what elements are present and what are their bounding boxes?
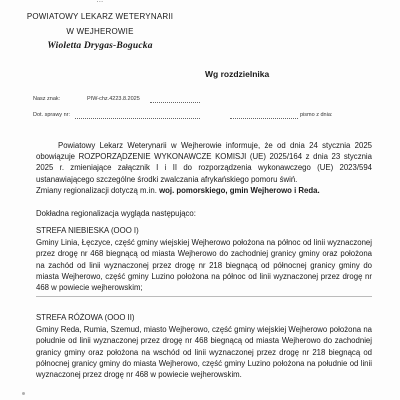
zone-heading-blue: STREFA NIEBIESKA (OOO I) <box>36 226 139 235</box>
margin-dot <box>22 392 25 395</box>
regionalization-change-line <box>36 185 372 196</box>
change-areas: woj. pomorskiego, gmin Wejherowo i Reda. <box>159 185 320 195</box>
letter-date-dotted-line <box>230 118 298 119</box>
change-prefix: Zmiany regionalizacji dotyczą m.in. <box>36 185 160 195</box>
header-office-name: POWIATOWY LEKARZ WETERYNARII <box>26 12 174 21</box>
header-signatory: Wioletta Drygas-Bogucka <box>47 41 153 51</box>
letter-date-label: pismo z dnia: <box>300 112 333 118</box>
reference-dotted-line <box>150 102 200 103</box>
recipient-line: Wg rozdzielnika <box>205 69 270 79</box>
regionalization-lead: Dokładna regionalizacja wygląda następująco: <box>36 209 196 218</box>
our-reference-label: Nasz znak: <box>33 96 61 102</box>
our-reference-value: PIW-chz.4223.8.2025 <box>87 96 140 102</box>
section-divider <box>36 296 372 297</box>
case-number-label: Dot. sprawy nr: <box>33 112 70 118</box>
case-number-dotted-line <box>75 118 200 119</box>
intro-paragraph: Powiatowy Lekarz Weterynarii w Wejherowie informuje, że od dnia 24 stycznia 2025 obowiązuje ROZPORZĄDZENIE WYKONAWCZE KOMISJI (UE) 2025/164 z dnia 23 stycznia 2025 r. zmieniające załącznik I i II do rozporządzenia wykonawczego (UE) 2023/594 ustanawiającego szczególne środki zwalczania afrykańskiego pomoru świń. <box>36 141 372 184</box>
zone-text-blue: Gminy Linia, Łęczyce, część gminy wiejskiej Wejherowo położona na północ od linii wyznaczonej przez drogę nr 468 biegnącą od miasta Wejherowo do zachodniej granicy gminy oraz położona na zachód od linii wyznaczonej przez drogę nr 218 biegnącą od północnej granicy gminy do miasta Wejherowo, część gminy Luzino położona na północ od linii wyznaczonej przez drogę nr 468 w powiecie wejherowskim; <box>36 238 372 293</box>
zone-heading-pink: STREFA RÓŻOWA (OOO II) <box>36 313 135 322</box>
zone-text-pink: Gminy Reda, Rumia, Szemud, miasto Wejherowo, część gminy wiejskiej Wejherowo położona na południe od linii wyznaczonej przez drogę nr 468 biegnącą od miasta Wejherowo do zachodniej granicy gminy oraz położona na wschód od linii wyznaczonej przez drogę nr 218 biegnącą od północnej granicy gminy do miasta Wejherowo, część gminy Luzino położona na południe od linii wyznaczonej przez drogę nr 468 w powiecie wejherowskim. <box>36 325 372 380</box>
header-office-location: W WEJHEROWIE <box>66 27 134 36</box>
intro-section <box>36 140 372 196</box>
header-top-fragment: … <box>96 0 104 4</box>
